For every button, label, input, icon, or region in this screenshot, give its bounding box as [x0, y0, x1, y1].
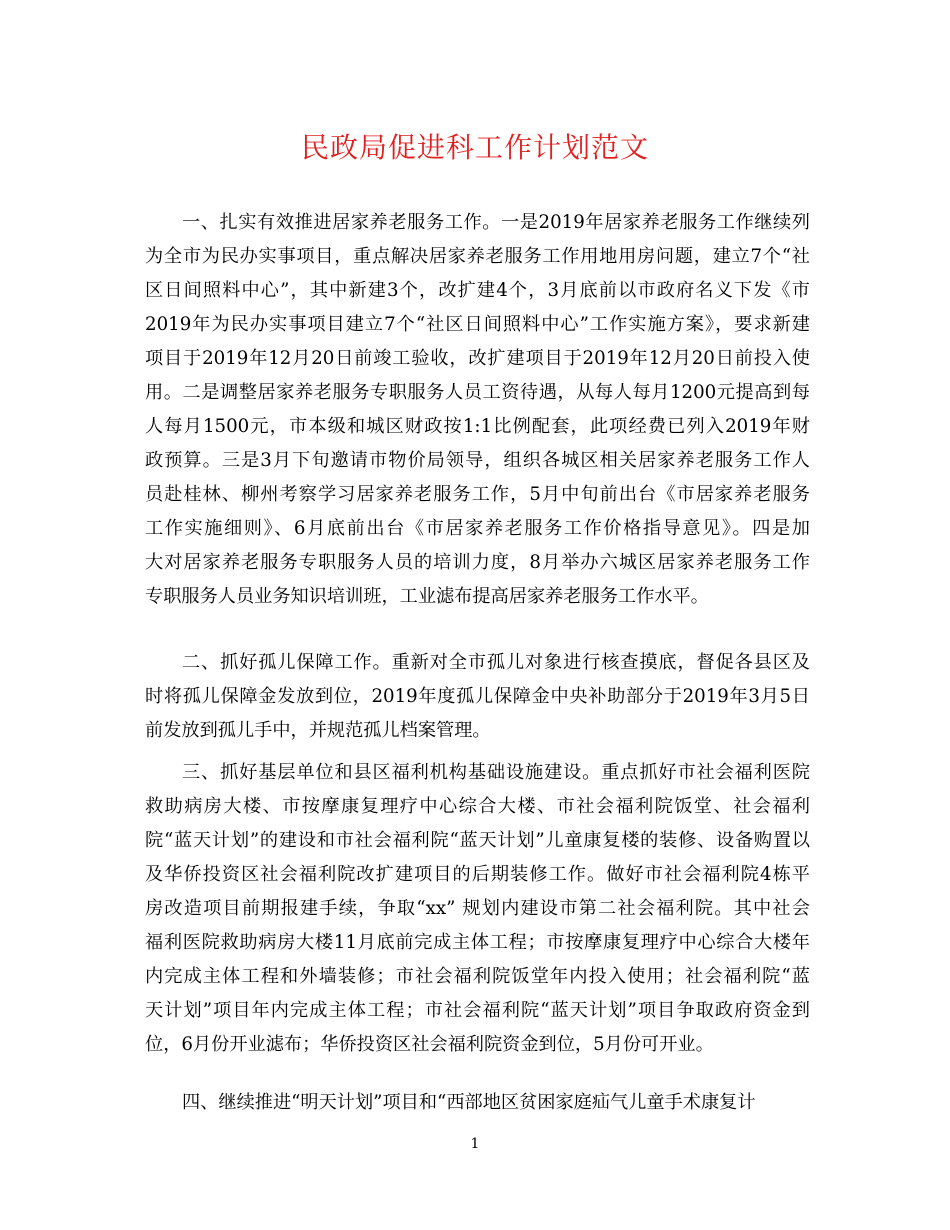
- text-line: 位，6月份开业滤布；华侨投资区社会福利院资金到位，5月份可开业。: [145, 1034, 714, 1055]
- text-line: 及华侨投资区社会福利院改扩建项目的后期装修工作。做好市社会福利院4栋平: [145, 864, 810, 885]
- text-line: 天计划”项目年内完成主体工程；市社会福利院“蓝天计划”项目争取政府资金到: [145, 1000, 810, 1021]
- text-line: 政预算。三是3月下旬邀请市物价局领导，组织各城区相关居家养老服务工作人: [145, 450, 810, 471]
- text-line: 区日间照料中心”，其中新建3个，改扩建4个，3月底前以市政府名义下发《市: [145, 280, 810, 301]
- text-line: 项目于2019年12月20日前竣工验收，改扩建项目于2019年12月20日前投入使: [145, 348, 810, 369]
- text-line: 房改造项目前期报建手续，争取“xx” 规划内建设市第二社会福利院。其中社会: [145, 898, 810, 919]
- text-line: 院“蓝天计划”的建设和市社会福利院“蓝天计划”儿童康复楼的装修、设备购置以: [145, 830, 810, 851]
- text-line: 救助病房大楼、市按摩康复理疗中心综合大楼、市社会福利院饭堂、社会福利: [145, 796, 810, 817]
- text-line: 内完成主体工程和外墙装修；市社会福利院饭堂年内投入使用；社会福利院“蓝: [145, 966, 810, 987]
- text-line: 用。二是调整居家养老服务专职服务人员工资待遇，从每人每月1200元提高到每: [145, 382, 810, 403]
- text-line: 四、继续推进“明天计划”项目和“西部地区贫困家庭疝气儿童手术康复计: [182, 1092, 756, 1113]
- text-line: 三、抓好基层单位和县区福利机构基础设施建设。重点抓好市社会福利医院: [182, 762, 810, 783]
- text-line: 时将孤儿保障金发放到位，2019年度孤儿保障金中央补助部分于2019年3月5日: [145, 686, 810, 707]
- text-line: 2019年为民办实事项目建立7个“社区日间照料中心”工作实施方案》，要求新建: [145, 314, 810, 335]
- text-line: 人每月1500元，市本级和城区财政按1:1比例配套，此项经费已列入2019年财: [145, 416, 810, 437]
- page-number: 1: [470, 1136, 480, 1152]
- paragraph-4: [145, 1086, 810, 1120]
- text-line: 二、抓好孤儿保障工作。重新对全市孤儿对象进行核查摸底，督促各县区及: [182, 652, 810, 673]
- text-line: 工作实施细则》、6月底前出台《市居家养老服务工作价格指导意见》。四是加: [145, 518, 810, 539]
- text-line: 专职服务人员业务知识培训班，工业滤布提高居家养老服务工作水平。: [145, 586, 709, 607]
- text-line: 一、扎实有效推进居家养老服务工作。一是2019年居家养老服务工作继续列: [182, 212, 810, 233]
- text-line: 福利医院救助病房大楼11月底前完成主体工程；市按摩康复理疗中心综合大楼年: [145, 932, 810, 953]
- paragraph-3: [145, 756, 810, 1062]
- text-line: 为全市为民办实事项目，重点解决居家养老服务工作用地用房问题，建立7个“社: [145, 246, 810, 267]
- text-line: 大对居家养老服务专职服务人员的培训力度，8月举办六城区居家养老服务工作: [145, 552, 810, 573]
- text-line: 前发放到孤儿手中，并规范孤儿档案管理。: [145, 720, 491, 741]
- document-title: 民政局促进科工作计划范文: [300, 131, 649, 164]
- paragraph-2: [145, 646, 810, 748]
- paragraph-1: [145, 206, 810, 614]
- text-line: 员赴桂林、柳州考察学习居家养老服务工作，5月中旬前出台《市居家养老服务: [145, 484, 810, 505]
